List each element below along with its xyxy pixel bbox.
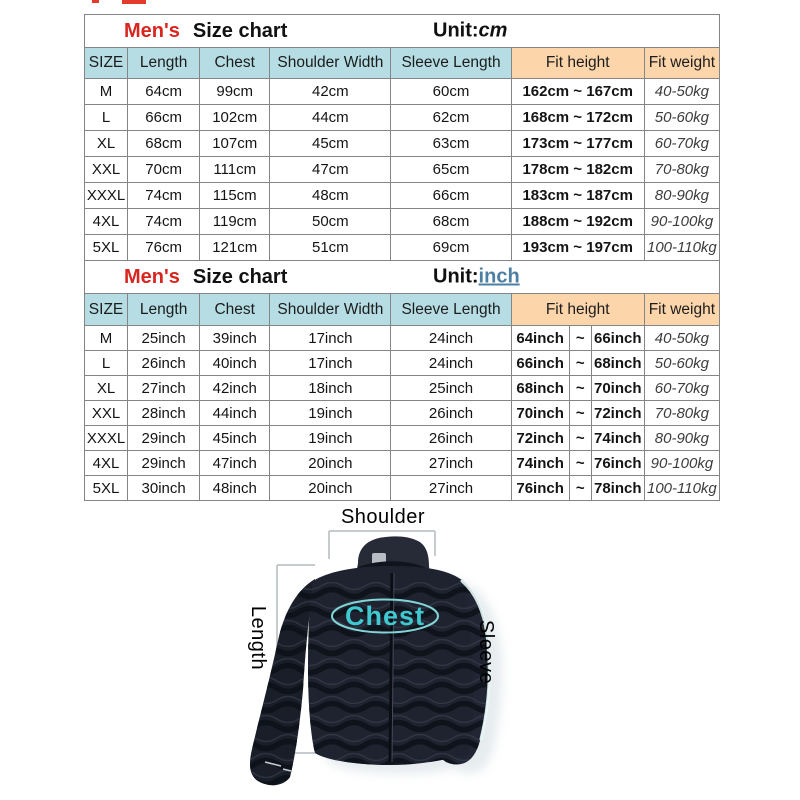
col-header-shoulder: Shoulder Width xyxy=(270,48,391,79)
table-row xyxy=(85,476,720,501)
cell-fit-height-sep: ~ xyxy=(569,426,591,451)
cell-fit-height-max: 78inch xyxy=(591,476,644,501)
brand-text: Men's xyxy=(124,19,180,42)
table-row xyxy=(85,401,720,426)
col-header-length: Length xyxy=(128,294,200,326)
cell-fit-height-max: 74inch xyxy=(591,426,644,451)
unit-value-inch: inch xyxy=(478,265,520,288)
cell-shoulder: 19inch xyxy=(270,401,391,426)
cell-sleeve: 69cm xyxy=(391,235,511,261)
cell-chest: 45inch xyxy=(200,426,270,451)
cell-fit-height-min: 68inch xyxy=(511,376,569,401)
col-header-fit-weight: Fit weight xyxy=(644,48,719,79)
cell-size: 4XL xyxy=(85,451,128,476)
col-header-chest: Chest xyxy=(200,294,270,326)
cell-size: L xyxy=(85,105,128,131)
cell-fit-weight: 80-90kg xyxy=(644,426,719,451)
cell-fit-height-max: 70inch xyxy=(591,376,644,401)
cell-length: 70cm xyxy=(128,157,200,183)
cell-sleeve: 26inch xyxy=(391,426,511,451)
cell-fit-height-sep: ~ xyxy=(569,376,591,401)
cell-size: XXL xyxy=(85,401,128,426)
cell-length: 30inch xyxy=(128,476,200,501)
cell-fit-height: 193cm ~ 197cm xyxy=(511,235,644,261)
cell-length: 25inch xyxy=(128,326,200,351)
cell-size: XXXL xyxy=(85,183,128,209)
cell-fit-weight: 80-90kg xyxy=(644,183,719,209)
col-header-fit-weight: Fit weight xyxy=(644,294,719,326)
cell-sleeve: 68cm xyxy=(391,209,511,235)
cell-size: L xyxy=(85,351,128,376)
cell-chest: 102cm xyxy=(200,105,270,131)
cell-fit-height-min: 74inch xyxy=(511,451,569,476)
header-row xyxy=(85,294,720,326)
unit-label: Unit:cm xyxy=(433,19,508,42)
cell-size: 5XL xyxy=(85,235,128,261)
table-row xyxy=(85,79,720,105)
brand-text: Men's xyxy=(124,265,180,288)
cell-fit-height-sep: ~ xyxy=(569,351,591,376)
col-header-size: SIZE xyxy=(85,48,128,79)
cell-size: XXL xyxy=(85,157,128,183)
cell-fit-height-sep: ~ xyxy=(569,326,591,351)
cell-sleeve: 66cm xyxy=(391,183,511,209)
cell-sleeve: 60cm xyxy=(391,79,511,105)
cell-fit-weight: 90-100kg xyxy=(644,451,719,476)
table-row xyxy=(85,376,720,401)
cell-sleeve: 24inch xyxy=(391,326,511,351)
cell-shoulder: 47cm xyxy=(270,157,391,183)
cell-fit-height-min: 72inch xyxy=(511,426,569,451)
cell-fit-height: 173cm ~ 177cm xyxy=(511,131,644,157)
cell-fit-weight: 70-80kg xyxy=(644,401,719,426)
cell-shoulder: 20inch xyxy=(270,451,391,476)
cell-chest: 99cm xyxy=(200,79,270,105)
cell-size: 5XL xyxy=(85,476,128,501)
cell-fit-weight: 100-110kg xyxy=(644,235,719,261)
table-row xyxy=(85,326,720,351)
cell-sleeve: 27inch xyxy=(391,451,511,476)
cell-fit-height: 188cm ~ 192cm xyxy=(511,209,644,235)
table-row xyxy=(85,209,720,235)
table-row xyxy=(85,351,720,376)
cell-sleeve: 65cm xyxy=(391,157,511,183)
cell-fit-height-max: 66inch xyxy=(591,326,644,351)
size-table-inch xyxy=(84,260,720,501)
cell-sleeve: 26inch xyxy=(391,401,511,426)
cell-shoulder: 51cm xyxy=(270,235,391,261)
table-title-row xyxy=(85,261,720,294)
cell-shoulder: 19inch xyxy=(270,426,391,451)
col-header-size: SIZE xyxy=(85,294,128,326)
chart-title: Size chart xyxy=(192,265,288,288)
cell-length: 66cm xyxy=(128,105,200,131)
col-header-fit-height: Fit height xyxy=(511,294,644,326)
unit-label: Unit:inch xyxy=(433,265,520,288)
cell-shoulder: 48cm xyxy=(270,183,391,209)
cell-sleeve: 62cm xyxy=(391,105,511,131)
cell-chest: 107cm xyxy=(200,131,270,157)
cell-length: 68cm xyxy=(128,131,200,157)
jacket-illustration xyxy=(215,503,585,798)
cell-size: M xyxy=(85,79,128,105)
cell-fit-weight: 90-100kg xyxy=(644,209,719,235)
table-title-row xyxy=(85,15,720,48)
cell-chest: 115cm xyxy=(200,183,270,209)
cell-fit-height-max: 72inch xyxy=(591,401,644,426)
cell-fit-height-sep: ~ xyxy=(569,451,591,476)
cell-sleeve: 27inch xyxy=(391,476,511,501)
jacket-measurement-diagram xyxy=(0,500,800,800)
cell-length: 74cm xyxy=(128,183,200,209)
cell-fit-weight: 60-70kg xyxy=(644,376,719,401)
cell-fit-height: 183cm ~ 187cm xyxy=(511,183,644,209)
table-row xyxy=(85,105,720,131)
cell-size: XL xyxy=(85,376,128,401)
cell-shoulder: 17inch xyxy=(270,351,391,376)
cell-length: 29inch xyxy=(128,451,200,476)
cell-fit-height: 162cm ~ 167cm xyxy=(511,79,644,105)
cell-fit-weight: 60-70kg xyxy=(644,131,719,157)
cell-chest: 119cm xyxy=(200,209,270,235)
cell-fit-weight: 70-80kg xyxy=(644,157,719,183)
cell-size: XXXL xyxy=(85,426,128,451)
cell-shoulder: 45cm xyxy=(270,131,391,157)
cell-length: 74cm xyxy=(128,209,200,235)
table-row xyxy=(85,451,720,476)
top-red-mark-small xyxy=(92,0,99,3)
cell-fit-height-min: 64inch xyxy=(511,326,569,351)
table-row xyxy=(85,131,720,157)
cell-chest: 121cm xyxy=(200,235,270,261)
cell-fit-height-min: 70inch xyxy=(511,401,569,426)
cell-shoulder: 17inch xyxy=(270,326,391,351)
cell-fit-weight: 100-110kg xyxy=(644,476,719,501)
table-row xyxy=(85,183,720,209)
cell-length: 29inch xyxy=(128,426,200,451)
table-row xyxy=(85,157,720,183)
cell-fit-height-min: 76inch xyxy=(511,476,569,501)
cell-fit-weight: 50-60kg xyxy=(644,351,719,376)
col-header-fit-height: Fit height xyxy=(511,48,644,79)
cell-fit-height-sep: ~ xyxy=(569,401,591,426)
col-header-chest: Chest xyxy=(200,48,270,79)
cell-length: 28inch xyxy=(128,401,200,426)
cell-fit-weight: 40-50kg xyxy=(644,79,719,105)
cell-chest: 39inch xyxy=(200,326,270,351)
cell-fit-height-max: 68inch xyxy=(591,351,644,376)
col-header-sleeve: Sleeve Length xyxy=(391,294,511,326)
cell-chest: 48inch xyxy=(200,476,270,501)
cell-shoulder: 20inch xyxy=(270,476,391,501)
cell-chest: 40inch xyxy=(200,351,270,376)
cell-chest: 42inch xyxy=(200,376,270,401)
header-row xyxy=(85,48,720,79)
cell-fit-weight: 40-50kg xyxy=(644,326,719,351)
cell-chest: 111cm xyxy=(200,157,270,183)
cell-sleeve: 24inch xyxy=(391,351,511,376)
cell-shoulder: 44cm xyxy=(270,105,391,131)
table-row xyxy=(85,235,720,261)
cell-length: 64cm xyxy=(128,79,200,105)
cell-size: M xyxy=(85,326,128,351)
cell-chest: 47inch xyxy=(200,451,270,476)
cell-fit-height-max: 76inch xyxy=(591,451,644,476)
col-header-sleeve: Sleeve Length xyxy=(391,48,511,79)
col-header-length: Length xyxy=(128,48,200,79)
cell-fit-weight: 50-60kg xyxy=(644,105,719,131)
cell-fit-height-min: 66inch xyxy=(511,351,569,376)
cell-fit-height: 178cm ~ 182cm xyxy=(511,157,644,183)
cell-fit-height: 168cm ~ 172cm xyxy=(511,105,644,131)
unit-value-cm: cm xyxy=(478,19,508,42)
cell-shoulder: 50cm xyxy=(270,209,391,235)
size-table-cm xyxy=(84,14,720,261)
chest-label: Chest xyxy=(344,601,426,631)
top-red-mark xyxy=(122,0,146,4)
sleeve-label: Sleeve xyxy=(475,619,497,685)
chart-title: Size chart xyxy=(192,19,288,42)
length-label: Length xyxy=(247,605,269,671)
shoulder-label: Shoulder xyxy=(340,506,426,528)
cell-length: 26inch xyxy=(128,351,200,376)
col-header-shoulder: Shoulder Width xyxy=(270,294,391,326)
cell-fit-height-sep: ~ xyxy=(569,476,591,501)
cell-size: XL xyxy=(85,131,128,157)
cell-length: 76cm xyxy=(128,235,200,261)
cell-sleeve: 63cm xyxy=(391,131,511,157)
cell-sleeve: 25inch xyxy=(391,376,511,401)
cell-size: 4XL xyxy=(85,209,128,235)
cell-shoulder: 18inch xyxy=(270,376,391,401)
cell-shoulder: 42cm xyxy=(270,79,391,105)
cell-length: 27inch xyxy=(128,376,200,401)
cell-chest: 44inch xyxy=(200,401,270,426)
table-row xyxy=(85,426,720,451)
